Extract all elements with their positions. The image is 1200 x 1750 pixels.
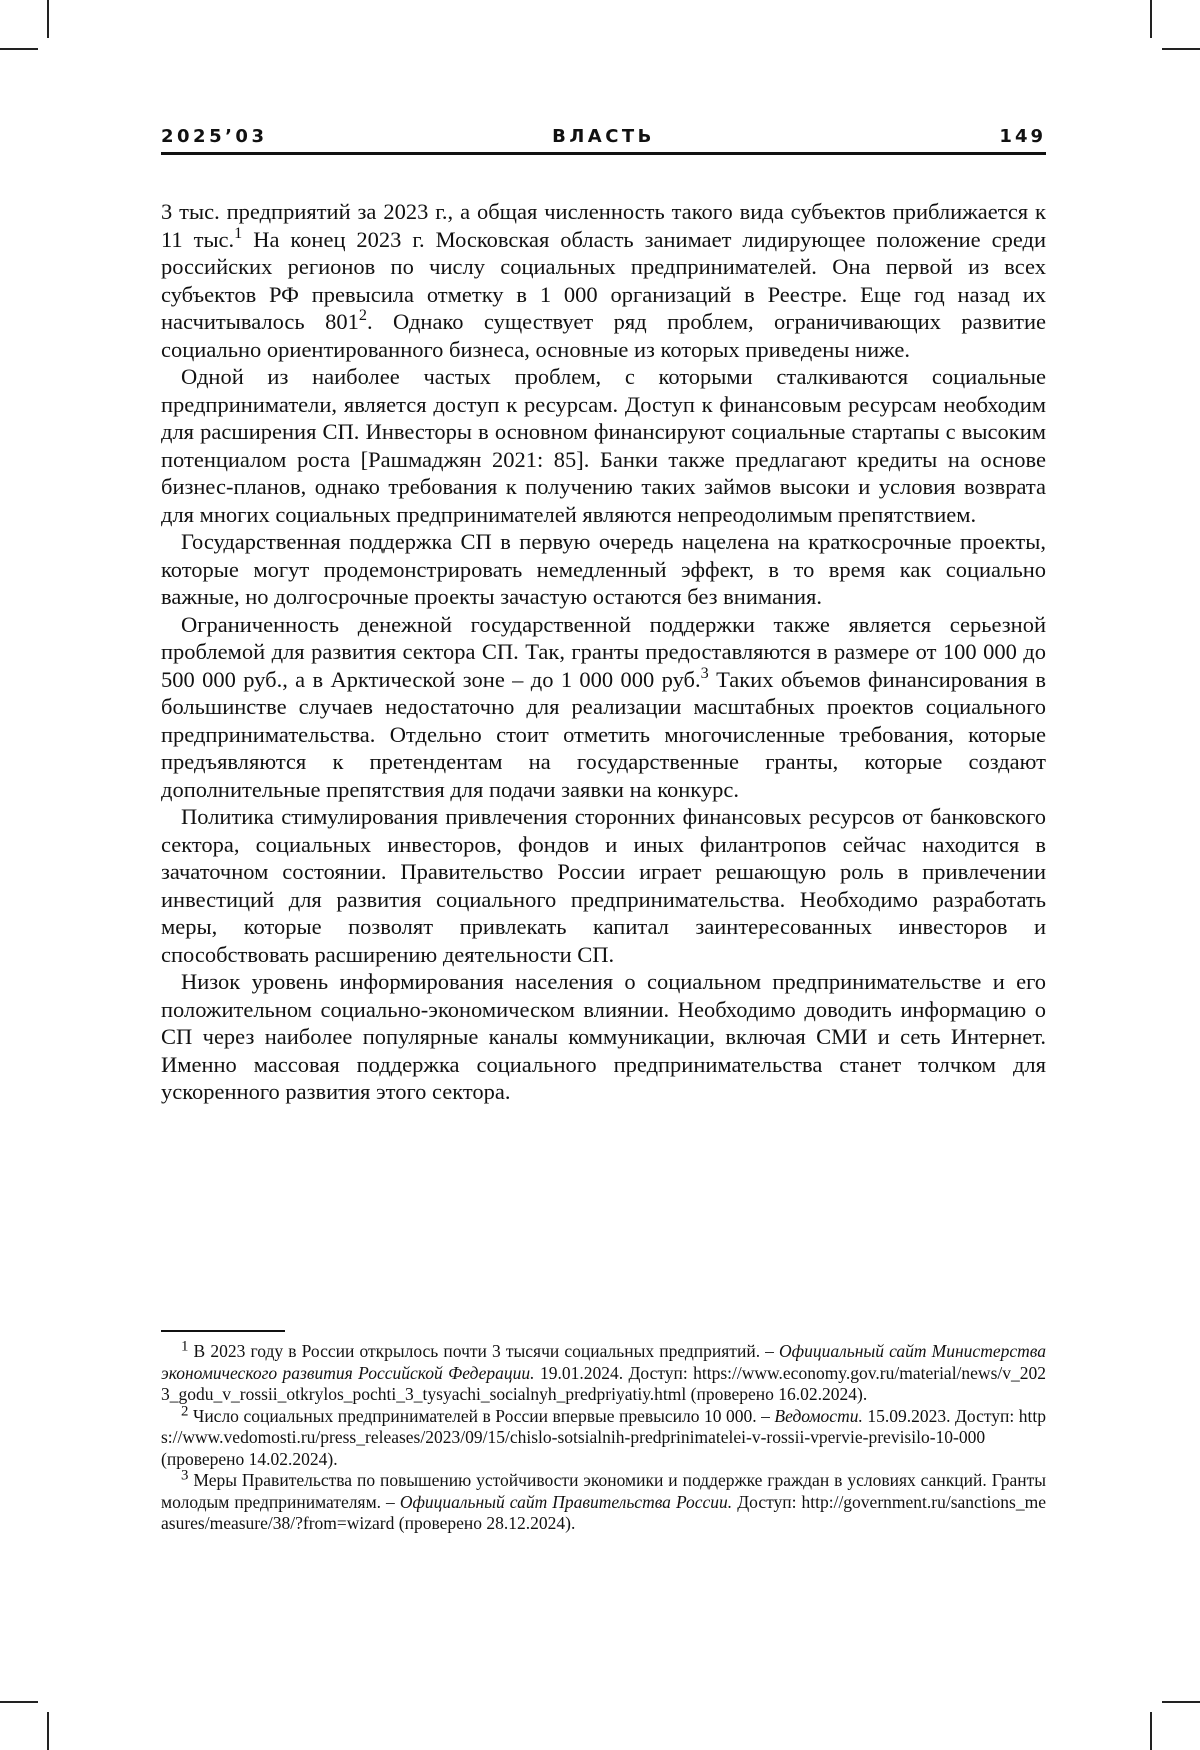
journal-title: ВЛАСТЬ [161,126,1046,147]
footnote: 3 Меры Правительства по повышению устойчивости экономики и поддержке граждан в условиях санкций. Гранты молодым предпринимателям. – Официальный сайт Правительства России. Доступ: http://government.ru/sanctions_measures/measure/38/?from=wizard (проверено 28.12.2024). [161,1470,1046,1535]
footnote-link[interactable]: https://www.vedomosti.ru/press_releases/2023/09/15/chislo-sotsialnih-predprinimatelei-v-rossii-vpervie-previsilo-10-000 [161,1406,1046,1448]
paragraph: Низок уровень информирования населения о социальном предпринимательстве и его положительном социально-экономическом влиянии. Необходимо доводить информацию о СП через наиболее популярные каналы коммуникации, включая СМИ и сеть Интернет. Именно массовая поддержка социального предпринимательства станет толчком для ускоренного развития этого сектора. [161,968,1046,1106]
footnotes [161,1341,1046,1535]
crop-mark-top-left-horizontal [0,48,38,50]
header-rule [161,152,1046,155]
footnote: 1 В 2023 году в России открылось почти 3 тысячи социальных предприятий. – Официальный сайт Министерства экономического развития Российской Федерации. 19.01.2024. Доступ: https://www.economy.gov.ru/material/news/v_2023_godu_v_rossii_otkrylos_pochti_3_tysyachi_socialnyh_predpriyatiy.html (проверено 16.02.2024). [161,1341,1046,1406]
paragraph: Государственная поддержка СП в первую очередь нацелена на краткосрочные проекты, которые могут продемонстрировать немедленный эффект, в то время как социально важные, но долгосрочные проекты зачастую остаются без внимания. [161,528,1046,611]
footnote-source: Официальный сайт Министерства экономического развития Российской Федерации. [161,1341,1046,1383]
crop-mark-bottom-right-vertical [1150,1712,1152,1750]
article-body [161,198,1046,1106]
crop-mark-bottom-right-horizontal [1162,1701,1200,1703]
footnote-marker: 2 [181,1403,188,1419]
footnote-ref[interactable]: 3 [701,664,709,682]
crop-mark-top-left-vertical [47,0,49,38]
footnote-rule [161,1330,285,1332]
crop-mark-bottom-left-horizontal [0,1701,38,1703]
footnote-source: Ведомости. [774,1406,862,1426]
footnote-ref[interactable]: 2 [359,306,367,324]
issue-number: 2025’03 [161,126,267,147]
crop-mark-top-right-horizontal [1162,48,1200,50]
footnote-marker: 3 [181,1467,188,1483]
footnote-ref[interactable]: 1 [234,224,242,242]
paragraph: Ограниченность денежной государственной поддержки также является серьезной проблемой для развития сектора СП. Так, гранты предоставляются в размере от 100 000 до 500 000 руб., а в Арктической зоне – до 1 000 000 руб.3 Таких объемов финансирования в большинстве случаев недостаточно для реализации масштабных проектов социального предпринимательства. Отдельно стоит отметить многочисленные требования, которые предъявляются к претендентам на государственные гранты, которые создают дополнительные препятствия для подачи заявки на конкурс. [161,611,1046,804]
paragraph: Одной из наиболее частых проблем, с которыми сталкиваются социальные предприниматели, является доступ к ресурсам. Доступ к финансовым ресурсам необходим для расширения СП. Инвесторы в основном финансируют социальные стартапы с высоким потенциалом роста [Рашмаджян 2021: 85]. Банки также предлагают кредиты на основе бизнес-планов, однако требования к получению таких займов высоки и условия возврата для многих социальных предпринимателей являются непреодолимым препятствием. [161,363,1046,528]
page-number: 149 [999,126,1046,147]
footnote-link[interactable]: https://www.economy.gov.ru/material/news/v_2023_godu_v_rossii_otkrylos_pochti_3_tysyachi_socialnyh_predpriyatiy.html [161,1363,1046,1405]
crop-mark-bottom-left-vertical [47,1712,49,1750]
crop-mark-top-right-vertical [1150,0,1152,38]
paragraph: 3 тыс. предприятий за 2023 г., а общая численность такого вида субъектов приближается к 11 тыс.1 На конец 2023 г. Московская область занимает лидирующее положение среди российских регионов по числу социальных предпринимателей. Она первой из всех субъектов РФ превысила отметку в 1 000 организаций в Реестре. Еще год назад их насчитывалось 8012. Однако существует ряд проблем, ограничивающих развитие социально ориентированного бизнеса, основные из которых приведены ниже. [161,198,1046,363]
footnote-source: Официальный сайт Правительства России. [400,1492,732,1512]
footnote-marker: 1 [181,1338,188,1354]
footnote-link[interactable]: http://government.ru/sanctions_measures/measure/38/?from=wizard [161,1492,1046,1534]
running-header [161,126,1046,152]
paragraph: Политика стимулирования привлечения сторонних финансовых ресурсов от банковского сектора, социальных инвесторов, фондов и иных филантропов сейчас находится в зачаточном состоянии. Правительство России играет решающую роль в привлечении инвестиций для развития социального предпринимательства. Необходимо разработать меры, которые позволят привлекать капитал заинтересованных инвесторов и способствовать расширению деятельности СП. [161,803,1046,968]
footnote: 2 Число социальных предпринимателей в России впервые превысило 10 000. – Ведомости. 15.09.2023. Доступ: https://www.vedomosti.ru/press_releases/2023/09/15/chislo-sotsialnih-predprinimatelei-v-rossii-vpervie-previsilo-10-000 (проверено 14.02.2024). [161,1406,1046,1471]
